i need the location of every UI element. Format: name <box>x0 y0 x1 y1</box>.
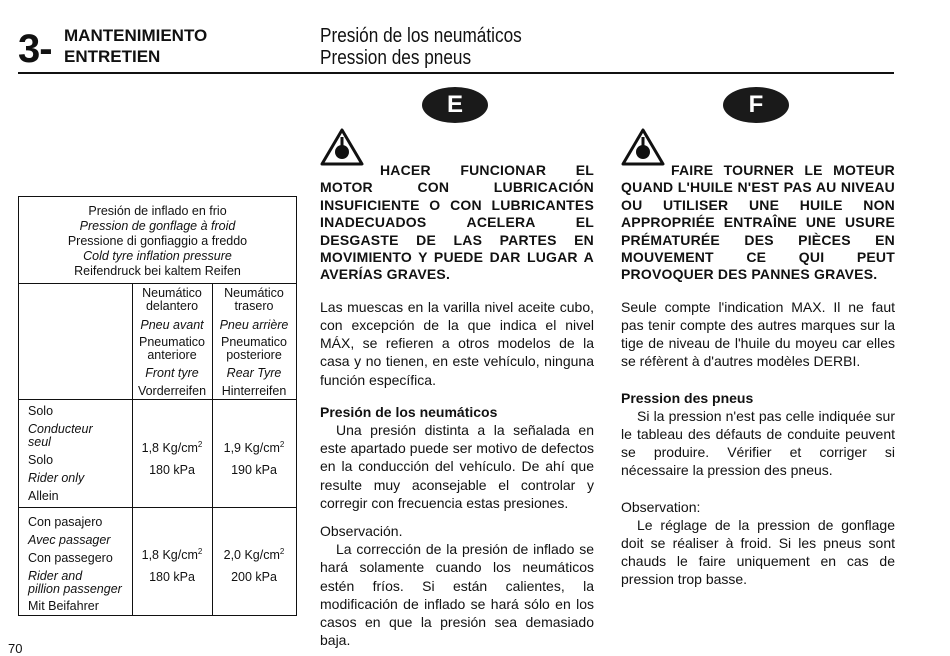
language-badge-es: E <box>422 87 488 123</box>
observation-fr: Observation: <box>621 498 701 515</box>
rear-header-line: Rear Tyre <box>226 366 282 380</box>
passenger-rear-kpa: 200 kPa <box>231 570 277 584</box>
passenger-label: Con pasajero <box>28 515 103 529</box>
solo-label: Conducteur <box>28 422 93 436</box>
warning-es-text: HACER FUNCIONAR EL MOTOR CON LUBRICACIÓN INSUFICIENTE O CON LUBRICANTES INADECUADOS ACELERA EL DESGASTE DE LAS PARTES EN MOVIMIENTO Y PUEDE DAR LUGAR A AVERÍAS GRAVES. <box>320 162 594 283</box>
page-number: 70 <box>8 641 23 656</box>
table-caption-en: Cold tyre inflation pressure <box>83 249 232 263</box>
table-rule <box>19 283 296 284</box>
chapter-title-fr: ENTRETIEN <box>64 47 161 66</box>
front-header-line: delantero <box>145 299 199 313</box>
paragraph-es-1: Las muescas en la varilla nivel aceite cubo, con excepción de la que indica el nivel MÁX, se refieren a otros modelos de la casa y no tienen, en este vehículo, ninguna función específica. <box>320 298 594 388</box>
paragraph-fr-1: Seule compte l'indication MAX. Il ne faut pas tenir compte des autres marques sur la tige de niveau de l'huile du moyeu car elles se réfèrent à d'autres modèles DERBI. <box>621 298 895 370</box>
solo-label: Rider only <box>28 471 85 485</box>
front-header-line: Front tyre <box>145 366 199 380</box>
passenger-front-kpa: 180 kPa <box>149 570 195 584</box>
solo-label: seul <box>28 435 51 449</box>
paragraph-fr-3: Le réglage de la pression de gonflage doit se réaliser à froid. Si les pneus sont chauds le faire uniquement en cas de pression trop basse. <box>621 516 895 588</box>
front-header-line: Neumático <box>142 286 202 300</box>
language-badge-fr: F <box>723 87 789 123</box>
chapter-number: 3- <box>18 27 52 71</box>
warning-triangle-icon <box>320 128 364 166</box>
passenger-label: Avec passager <box>28 533 111 547</box>
header-rule <box>18 72 894 74</box>
solo-rear-kpa: 190 kPa <box>231 463 277 477</box>
passenger-label: pillion passenger <box>28 582 122 596</box>
table-caption-es: Presión de inflado en frio <box>88 204 227 218</box>
solo-label: Solo <box>28 453 54 467</box>
rear-header-line: trasero <box>234 299 274 313</box>
rear-header-line: Hinterreifen <box>221 384 287 398</box>
front-header-line: anteriore <box>147 348 197 362</box>
column-es <box>320 162 594 650</box>
front-header-line: Vorderreifen <box>137 384 207 398</box>
passenger-label: Con passegero <box>28 551 113 565</box>
passenger-label: Mit Beifahrer <box>28 599 99 613</box>
tyre-pressure-table <box>18 196 297 616</box>
paragraph-es-2: Una presión distinta a la señalada en este apartado puede ser motivo de defectos en la conducción del vehículo. De ahí que resulte muy aconsejable el controlar y corregir con frecuencia estas presiones. <box>320 422 594 511</box>
column-fr <box>621 162 895 589</box>
rear-header-line: posteriore <box>226 348 282 362</box>
table-caption-fr: Pression de gonflage à froid <box>79 219 236 233</box>
warning-fr-text: FAIRE TOURNER LE MOTEUR QUAND L'HUILE N'EST PAS AU NIVEAU OU UTILISER UNE HUILE NON APPROPRIÉE ENTRAÎNE UNE USURE PRÉMATURÉE DES PIÈCES EN MOUVEMENT CE QUI PEUT PROVOQUER DES PANNES GRAVES. <box>621 162 895 283</box>
solo-label: Solo <box>28 404 54 418</box>
solo-front-kg: 1,8 $Kg/cm^2$ <box>141 440 203 456</box>
warning-fr <box>621 162 895 284</box>
front-header-line: Pneu avant <box>140 318 204 332</box>
table-rule <box>19 507 296 508</box>
section-title-fr: Pression des pneus <box>320 47 472 69</box>
rear-header-line: Neumático <box>224 286 284 300</box>
solo-label: Allein <box>28 489 59 503</box>
chapter-title-es: MANTENIMIENTO <box>64 26 208 45</box>
table-caption-it: Pressione di gonfiaggio a freddo <box>67 234 248 248</box>
section-title-es: Presión de los neumáticos <box>320 25 522 47</box>
heading-es-tyre-pressure: Presión de los neumáticos <box>320 403 498 420</box>
table-rule <box>19 399 296 400</box>
paragraph-es-3: La corrección de la presión de inflado se hará solamente cuando los neumáticos estén fríos. Si están calientes, la modificación de inflado se hará sólo en los casos en que la presión sea demasiado baja. <box>320 541 594 649</box>
heading-fr-tyre-pressure: Pression des pneus <box>621 389 754 406</box>
solo-front-kpa: 180 kPa <box>149 463 195 477</box>
paragraph-fr-2: Si la pression n'est pas celle indiquée sur le tableau des défauts de conduite peuvent se produire. Vérifier et corriger si nécessaire la pression des pneus. <box>621 407 895 479</box>
rear-header-line: Pneu arrière <box>219 318 289 332</box>
passenger-front-kg: 1,8 $Kg/cm^2$ <box>141 547 203 563</box>
rear-header-line: Pneumatico <box>220 335 287 349</box>
observation-es: Observación. <box>320 523 403 540</box>
passenger-label: Rider and <box>28 569 83 583</box>
passenger-rear-kg: 2,0 $Kg/cm^2$ <box>223 547 285 563</box>
solo-rear-kg: 1,9 $Kg/cm^2$ <box>223 440 285 456</box>
front-header-line: Pneumatico <box>138 335 205 349</box>
warning-es <box>320 162 594 284</box>
warning-triangle-icon <box>621 128 665 166</box>
table-caption-de: Reifendruck bei kaltem Reifen <box>74 264 241 278</box>
